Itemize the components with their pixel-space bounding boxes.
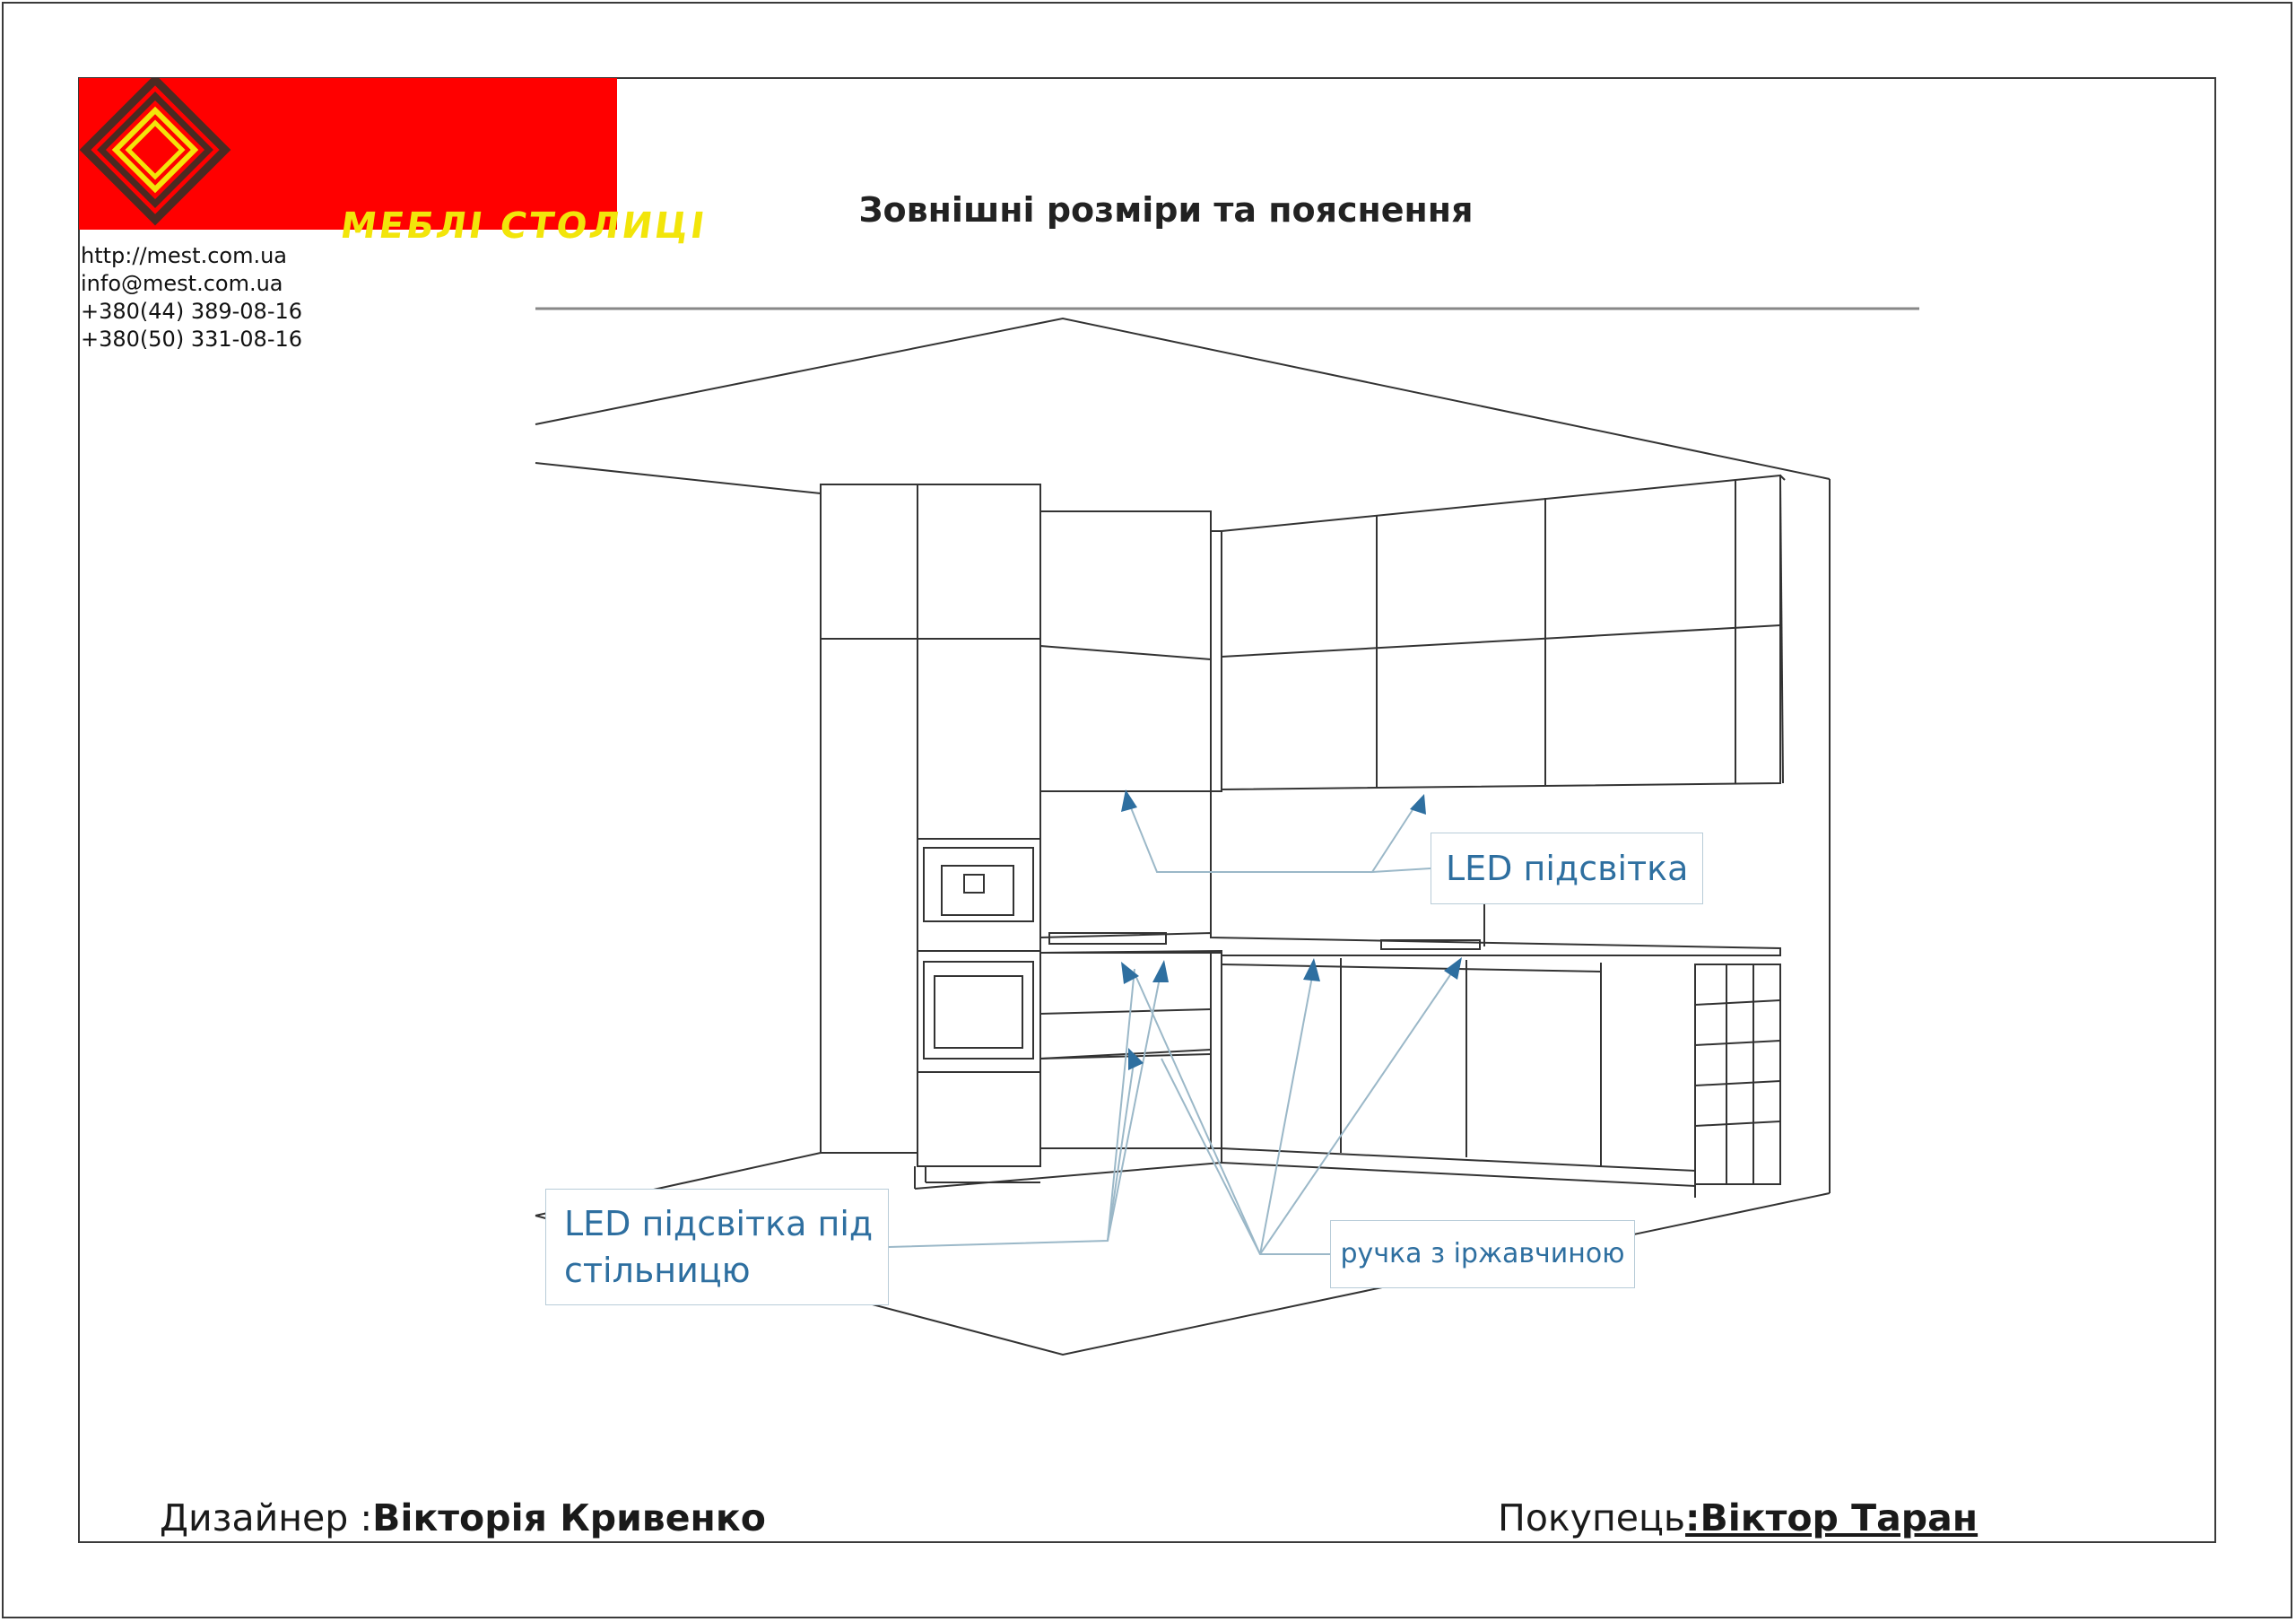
tall-cabinet-front: [918, 484, 1040, 1166]
leader-lines: [889, 801, 1457, 1254]
open-shelving: [1695, 964, 1780, 1184]
lower-cabinets-right: [1222, 955, 1695, 1171]
room-ceiling: [535, 318, 1830, 479]
callout-led-under-counter: LED підсвітка під стільницю: [545, 1189, 889, 1305]
contact-email: info@mest.com.ua: [81, 271, 283, 296]
callout-handle: ручка з іржавчиною: [1330, 1220, 1635, 1288]
buyer-label: Покупець: [1498, 1496, 1686, 1539]
coffee-machine: [924, 848, 1033, 921]
contact-site: http://mest.com.ua: [81, 243, 288, 268]
brand-name: МЕБЛІ СТОЛИЦІ: [337, 205, 710, 247]
arrow-heads: [1121, 789, 1462, 1070]
tall-cabinet-side: [821, 484, 918, 1153]
callout-led-lighting: LED підсвітка: [1431, 833, 1703, 904]
designer-name: Вікторія Кривенко: [372, 1496, 766, 1539]
buyer-name: :Віктор Таран: [1685, 1496, 1979, 1539]
designer-credit: [160, 1496, 766, 1539]
contact-phone-2: +380(50) 331-08-16: [81, 327, 303, 352]
contact-phone-1: +380(44) 389-08-16: [81, 299, 303, 324]
buyer-credit: [1498, 1496, 1978, 1539]
designer-label: Дизайнер :: [160, 1496, 373, 1539]
upper-cabinet-left: [1040, 511, 1211, 791]
page-title: Зовнішні розміри та пояснення: [858, 190, 1474, 230]
upper-cabinet-right: [1222, 475, 1780, 789]
